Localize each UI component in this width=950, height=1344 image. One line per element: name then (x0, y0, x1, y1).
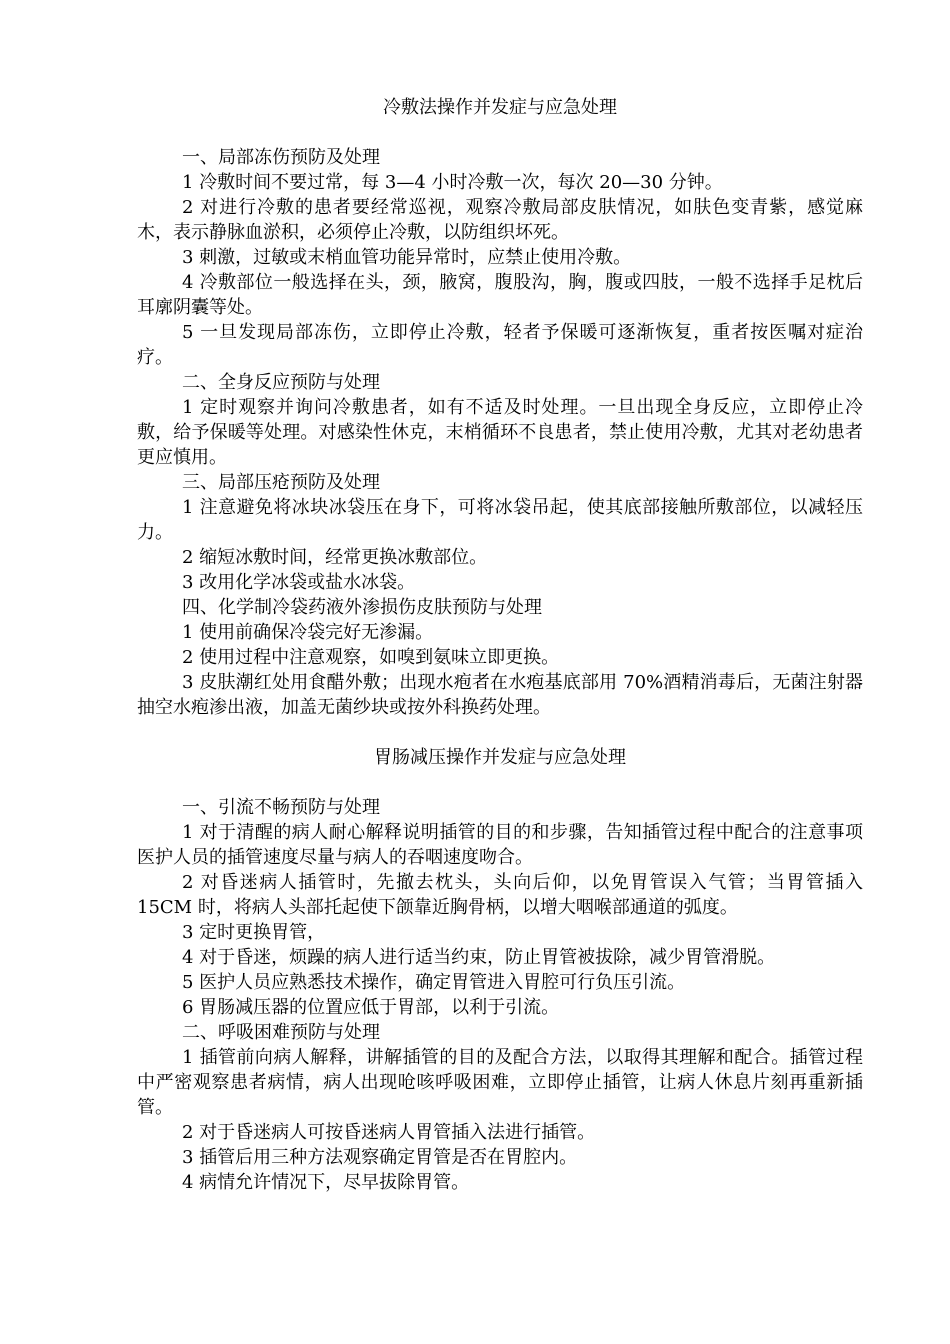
paragraph: 3 改用化学冰袋或盐水冰袋。 (182, 572, 416, 593)
section-title: 冷敷法操作并发症与应急处理 (383, 97, 617, 118)
paragraph: 1 冷敷时间不要过常，每 3—4 小时冷敷一次，每次 20—30 分钟。 (182, 172, 723, 193)
spacer (137, 120, 863, 145)
paragraph: 3 插管后用三种方法观察确定胃管是否在胃腔内。 (182, 1147, 578, 1168)
document-page (137, 95, 863, 1195)
paragraph: 1 插管前向病人解释，讲解插管的目的及配合方法，以取得其理解和配合。插管过程中严密观察患者病情，病人出现呛咳呼吸困难，立即停止插管，让病人休息片刻再重新插管。 (137, 1047, 863, 1118)
paragraph: 1 注意避免将冰块冰袋压在身下，可将冰袋吊起，使其底部接触所敷部位，以减轻压力。 (137, 497, 863, 543)
paragraph: 2 对昏迷病人插管时，先撤去枕头，头向后仰，以免胃管误入气管；当胃管插入 15CM 时，将病人头部托起使下颌靠近胸骨柄，以增大咽喉部通道的弧度。 (137, 872, 863, 918)
subheading: 一、局部冻伤预防及处理 (182, 147, 380, 168)
paragraph: 1 定时观察并询问冷敷患者，如有不适及时处理。一旦出现全身反应，立即停止冷敷，给予保暖等处理。对感染性休克，末梢循环不良患者，禁止使用冷敷，尤其对老幼患者更应慎用。 (137, 397, 863, 468)
paragraph: 1 使用前确保冷袋完好无渗漏。 (182, 622, 434, 643)
paragraph: 4 病情允许情况下，尽早拔除胃管。 (182, 1172, 470, 1193)
paragraph: 3 刺激，过敏或末梢血管功能异常时，应禁止使用冷敷。 (182, 247, 632, 268)
section-title: 胃肠减压操作并发症与应急处理 (374, 747, 626, 768)
paragraph: 6 胃肠减压器的位置应低于胃部，以利于引流。 (182, 997, 560, 1018)
spacer (137, 720, 863, 745)
subheading: 二、全身反应预防与处理 (182, 372, 380, 393)
subheading: 四、化学制冷袋药液外渗损伤皮肤预防与处理 (182, 597, 542, 618)
paragraph: 4 冷敷部位一般选择在头，颈，腋窝，腹股沟，胸，腹或四肢，一般不选择手足枕后耳廓阴囊等处。 (137, 272, 863, 318)
paragraph: 4 对于昏迷，烦躁的病人进行适当约束，防止胃管被拔除，减少胃管滑脱。 (182, 947, 776, 968)
section-gastric-decompression (137, 745, 863, 1195)
paragraph: 5 医护人员应熟悉技术操作，确定胃管进入胃腔可行负压引流。 (182, 972, 686, 993)
subheading: 一、引流不畅预防与处理 (182, 797, 380, 818)
paragraph: 3 皮肤潮红处用食醋外敷；出现水疱者在水疱基底部用 70%酒精消毒后，无菌注射器抽空水疱渗出液，加盖无菌纱块或按外科换药处理。 (137, 672, 863, 718)
paragraph: 1 对于清醒的病人耐心解释说明插管的目的和步骤，告知插管过程中配合的注意事项医护人员的插管速度尽量与病人的吞咽速度吻合。 (137, 822, 863, 868)
section-cold-compress (137, 95, 863, 720)
paragraph: 2 对进行冷敷的患者要经常巡视，观察冷敷局部皮肤情况，如肤色变青紫，感觉麻木，表示静脉血淤积，必须停止冷敷，以防组织坏死。 (137, 197, 863, 243)
spacer (137, 770, 863, 795)
paragraph: 2 对于昏迷病人可按昏迷病人胃管插入法进行插管。 (182, 1122, 596, 1143)
paragraph: 3 定时更换胃管， (182, 922, 326, 943)
subheading: 二、呼吸困难预防与处理 (182, 1022, 380, 1043)
paragraph: 5 一旦发现局部冻伤，立即停止冷敷，轻者予保暖可逐渐恢复，重者按医嘱对症治疗。 (137, 322, 863, 368)
subheading: 三、局部压疮预防及处理 (182, 472, 380, 493)
paragraph: 2 使用过程中注意观察，如嗅到氨味立即更换。 (182, 647, 560, 668)
paragraph: 2 缩短冰敷时间，经常更换冰敷部位。 (182, 547, 488, 568)
